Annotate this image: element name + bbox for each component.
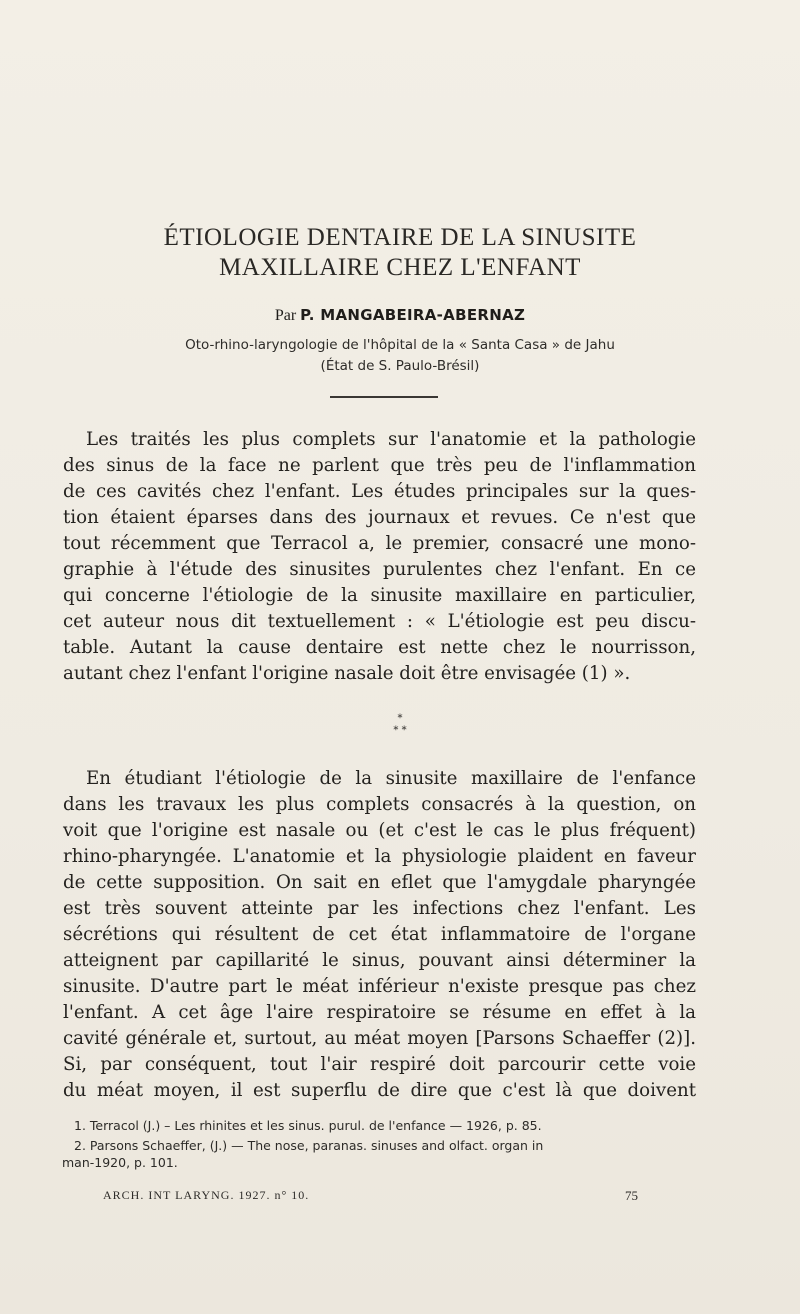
paragraph-line: l'enfant. A cet âge l'aire respiratoire se résume en effet à la [63,1002,696,1023]
paragraph-line: voit que l'origine est nasale ou (et c'est le cas le plus fréquent) [63,820,696,841]
paragraph-line: de ces cavités chez l'enfant. Les études principales sur la ques- [63,481,696,502]
paragraph-line: cavité générale et, surtout, au méat moyen [Parsons Schaeffer (2)]. [63,1028,696,1049]
affiliation-line-1: Oto-rhino-laryngologie de l'hôpital de la « Santa Casa » de Jahu [185,337,615,353]
paragraph-line: du méat moyen, il est superflu de dire que c'est là que doivent [63,1080,696,1101]
paragraph-1 [63,427,696,687]
footnote-2-continuation: man-1920, p. 101. [62,1155,178,1170]
paragraph-line: En étudiant l'étiologie de la sinusite maxillaire de l'enfance [86,768,696,789]
footnote-1: 1. Terracol (J.) – Les rhinites et les sinus. purul. de l'enfance — 1926, p. 85. [74,1118,542,1133]
paragraph-line: cet auteur nous dit textuellement : « L'étiologie est peu discu- [63,611,696,632]
paragraph-line: qui concerne l'étiologie de la sinusite maxillaire en particulier, [63,585,696,606]
paragraph-line: est très souvent atteinte par les infections chez l'enfant. Les [63,898,696,919]
paragraph-line: graphie à l'étude des sinusites purulentes chez l'enfant. En ce [63,559,696,580]
author-name: P. MANGABEIRA-ABERNAZ [300,306,526,324]
section-separator-top: * [397,713,403,724]
byline [0,306,800,325]
paragraph-line: sécrétions qui résultent de cet état inflammatoire de l'organe [63,924,696,945]
paragraph-line: tion étaient éparses dans des journaux et revues. Ce n'est que [63,507,696,528]
paragraph-line: tout récemment que Terracol a, le premier, consacré une mono- [63,533,696,554]
article-title-line-1: ÉTIOLOGIE DENTAIRE DE LA SINUSITE [163,224,637,251]
paragraph-line: Si, par conséquent, tout l'air respiré doit parcourir cette voie [63,1054,696,1075]
section-separator-bottom: * * [393,725,407,736]
paragraph-line: de cette supposition. On sait en eflet que l'amygdale pharyngée [63,872,696,893]
paragraph-line: sinusite. D'autre part le méat inférieur n'existe presque pas chez [63,976,696,997]
paragraph-line: dans les travaux les plus complets consacrés à la question, on [63,794,696,815]
article-title-line-2: MAXILLAIRE CHEZ L'ENFANT [219,254,581,281]
paragraph-line: Les traités les plus complets sur l'anatomie et la pathologie [86,429,696,450]
journal-reference: ARCH. INT LARYNG. 1927. n° 10. [103,1188,310,1202]
paragraph-line: autant chez l'enfant l'origine nasale doit être envisagée (1) ». [63,663,631,684]
footnote-2: 2. Parsons Schaeffer, (J.) — The nose, paranas. sinuses and olfact. organ in [74,1138,544,1153]
page-number: 75 [625,1188,638,1203]
paragraph-2 [63,766,696,1104]
title-divider [330,396,438,398]
paragraph-line: des sinus de la face ne parlent que très peu de l'inflammation [63,455,696,476]
paragraph-line: table. Autant la cause dentaire est nette chez le nourrisson, [63,637,696,658]
byline-prefix: Par [274,307,297,324]
paragraph-line: rhino-pharyngée. L'anatomie et la physiologie plaident en faveur [63,846,696,867]
affiliation-line-2: (État de S. Paulo-Brésil) [320,358,480,374]
paragraph-line: atteignent par capillarité le sinus, pouvant ainsi déterminer la [63,950,696,971]
